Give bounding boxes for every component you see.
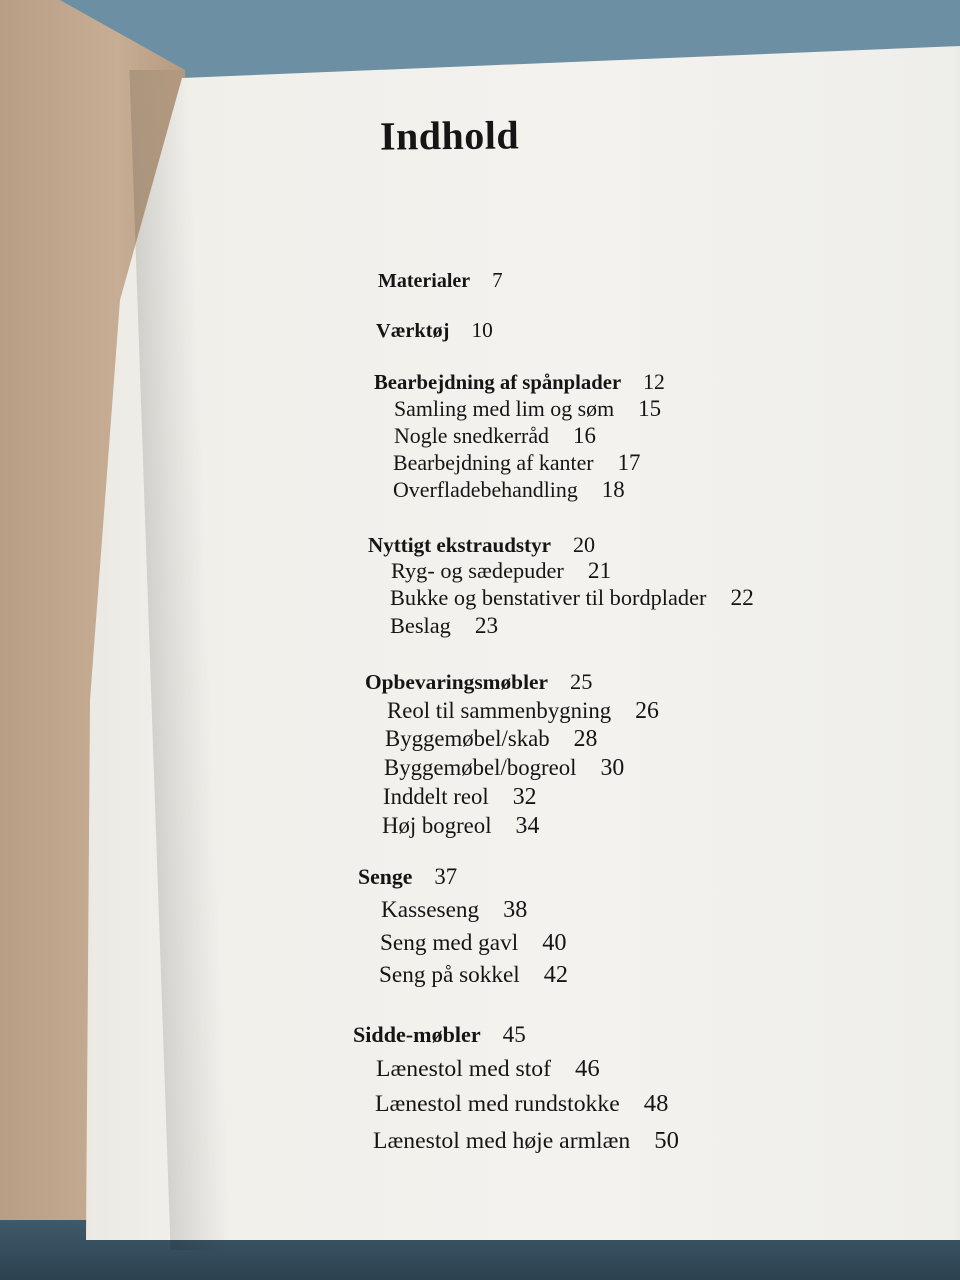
toc-entry-page-number: 22 <box>730 585 754 611</box>
toc-entry <box>376 1055 600 1083</box>
toc-entry <box>375 1090 668 1118</box>
toc-entry <box>387 698 659 725</box>
toc-entry-label: Kasseseng <box>381 897 480 923</box>
toc-entry-label: Ryg- og sædepuder <box>391 558 564 583</box>
toc-entry-label: Seng på sokkel <box>379 962 520 988</box>
toc-section-heading <box>353 1021 526 1048</box>
toc-entry <box>385 726 597 753</box>
toc-entry-page-number: 38 <box>503 896 528 923</box>
toc-entry <box>390 613 498 640</box>
toc-entry-label: Inddelt reol <box>383 784 489 809</box>
toc-entry-label: Byggemøbel/bogreol <box>384 755 577 780</box>
toc-entry <box>381 896 527 924</box>
toc-section-heading <box>378 268 503 293</box>
toc-section-heading-label: Materialer <box>378 270 471 292</box>
page-title: Indhold <box>379 112 520 159</box>
toc-section-heading <box>374 370 665 395</box>
toc-entry-label: Overfladebehandling <box>393 477 578 502</box>
toc-entry-label: Bearbejdning af kanter <box>393 450 594 475</box>
toc-entry-page-number: 34 <box>515 813 540 839</box>
toc-section-heading-page-number: 10 <box>471 318 493 342</box>
toc-section-heading <box>368 532 595 558</box>
toc-entry-page-number: 28 <box>573 726 598 752</box>
toc-section-heading <box>365 669 592 695</box>
toc-section-heading-label: Bearbejdning af spånplader <box>374 372 622 394</box>
toc-entry <box>383 784 537 811</box>
toc-entry-page-number: 16 <box>573 423 596 448</box>
toc-entry-page-number: 32 <box>512 784 537 810</box>
toc-section-heading-label: Sidde-møbler <box>353 1022 481 1047</box>
toc-section-heading-label: Værktøj <box>376 320 450 342</box>
toc-entry-label: Lænestol med rundstokke <box>375 1091 620 1117</box>
toc-entry-page-number: 48 <box>643 1090 669 1117</box>
toc-entry <box>394 423 596 449</box>
toc-section-heading-label: Opbevaringsmøbler <box>365 670 549 694</box>
toc-section-heading-label: Nyttigt ekstraudstyr <box>368 533 551 557</box>
toc-entry-label: Bukke og benstativer til bordplader <box>390 585 707 610</box>
toc-entry-page-number: 42 <box>543 961 569 988</box>
toc-entry-label: Reol til sammenbygning <box>387 698 612 723</box>
toc-entry-page-number: 50 <box>654 1127 679 1154</box>
toc-section-heading-page-number: 20 <box>572 532 596 557</box>
toc-entry-page-number: 40 <box>542 929 567 956</box>
toc-section-heading-label: Senge <box>358 865 413 889</box>
toc-entry-page-number: 30 <box>600 755 625 781</box>
toc-entry-label: Lænestol med høje armlæn <box>373 1128 631 1154</box>
toc-section-heading-page-number: 7 <box>492 268 503 292</box>
toc-section-heading-page-number: 37 <box>434 864 458 889</box>
toc-entry <box>380 929 566 957</box>
toc-entry-label: Beslag <box>390 613 451 638</box>
toc-entry <box>394 396 661 422</box>
toc-section-heading-page-number: 12 <box>643 370 665 394</box>
toc-entry <box>393 477 625 503</box>
toc-entry <box>391 558 611 585</box>
toc-section-heading <box>376 318 493 343</box>
toc-entry-label: Samling med lim og søm <box>394 396 615 421</box>
toc-section-heading-page-number: 45 <box>502 1021 526 1047</box>
toc-entry-page-number: 21 <box>587 558 612 584</box>
toc-entry-page-number: 15 <box>638 396 662 421</box>
toc-entry-page-number: 17 <box>617 450 641 475</box>
toc-entry-label: Seng med gavl <box>380 930 519 956</box>
toc-entry <box>384 755 624 782</box>
toc-entry-page-number: 23 <box>474 613 499 639</box>
toc-entry <box>390 585 754 612</box>
toc-entry-label: Lænestol med stof <box>376 1056 552 1082</box>
toc-section-heading-page-number: 25 <box>570 669 593 694</box>
toc-entry-label: Nogle snedkerråd <box>394 423 549 448</box>
toc-entry-page-number: 18 <box>601 477 625 502</box>
toc-entry <box>373 1127 679 1155</box>
toc-entry-label: Høj bogreol <box>382 813 492 838</box>
toc-entry-label: Byggemøbel/skab <box>385 726 550 751</box>
toc-entry <box>382 813 539 840</box>
toc-section-heading <box>358 864 457 890</box>
toc-entry <box>393 450 640 476</box>
toc-entry-page-number: 26 <box>635 698 659 724</box>
toc-entry-page-number: 46 <box>575 1055 600 1082</box>
toc-entry <box>379 961 568 989</box>
